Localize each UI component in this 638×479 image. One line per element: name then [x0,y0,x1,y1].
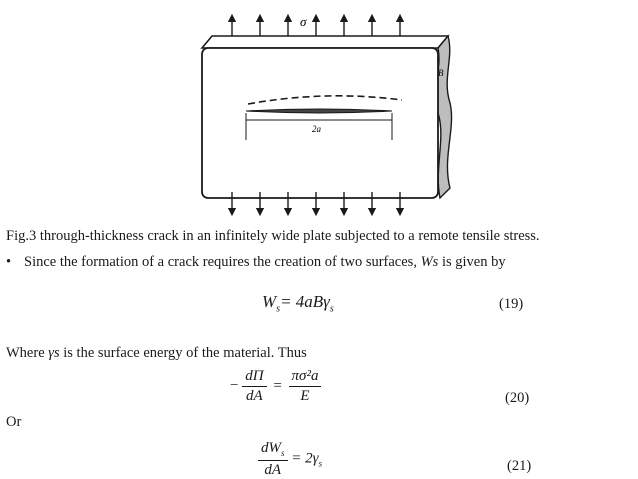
bullet-text-after: is given by [438,254,506,270]
equation-21-number: (21) [507,458,532,474]
eq20-left-fraction [242,368,266,404]
where-text-var: γs [48,345,60,361]
eq21-fraction [258,440,288,478]
eq20-equals: = [273,377,282,394]
eq20-minus: − [230,377,239,394]
where-paragraph [6,345,307,362]
eq19-lhs-sub: s [276,303,281,315]
equation-20-number: (20) [505,390,530,406]
top-tension-arrows [232,18,400,38]
eq21-num-text: dW [261,440,281,456]
eq21-rhs: = 2γ [291,450,319,467]
crack-plate-figure [180,8,470,218]
eq20-right-fraction [289,368,322,404]
bullet-paragraph [6,254,506,271]
eq21-den: dA [264,461,282,478]
or-text: Or [6,414,22,430]
crack-line [246,109,392,113]
bullet-text-before: Since the formation of a crack requires the creation of two surfaces, [24,254,421,270]
eq21-num [258,440,288,461]
eq20-left-num: dΠ [242,368,266,387]
eq20-right-den: E [300,387,310,404]
plate-outline [202,36,448,48]
eq19-rhs-sub: s [329,303,334,315]
crack-length-label: 2a [312,124,321,134]
eq21-rhs-sub: s [318,458,323,469]
equation-21 [258,440,322,478]
bullet-text-var: Ws [420,254,439,270]
figure-caption: Fig.3 through-thickness crack in an infinitely wide plate subjected to a remote tensile stress. [6,228,540,244]
eq19-rhs: = 4aBγ [280,292,330,311]
plate-face [202,48,438,198]
eq20-left-den: dA [246,387,263,404]
equation-19 [262,292,334,314]
eq20-right-num: πσ²a [289,368,322,387]
equation-19-number: (19) [499,296,524,312]
thickness-label: B [438,68,444,78]
where-text-after: is the surface energy of the material. Thus [59,345,307,361]
where-text-before: Where [6,345,49,361]
eq21-num-sub: s [281,448,285,458]
bullet-symbol: • [6,254,12,270]
eq19-lhs: W [262,292,277,311]
sigma-label: σ [300,14,307,29]
equation-20 [230,368,321,404]
